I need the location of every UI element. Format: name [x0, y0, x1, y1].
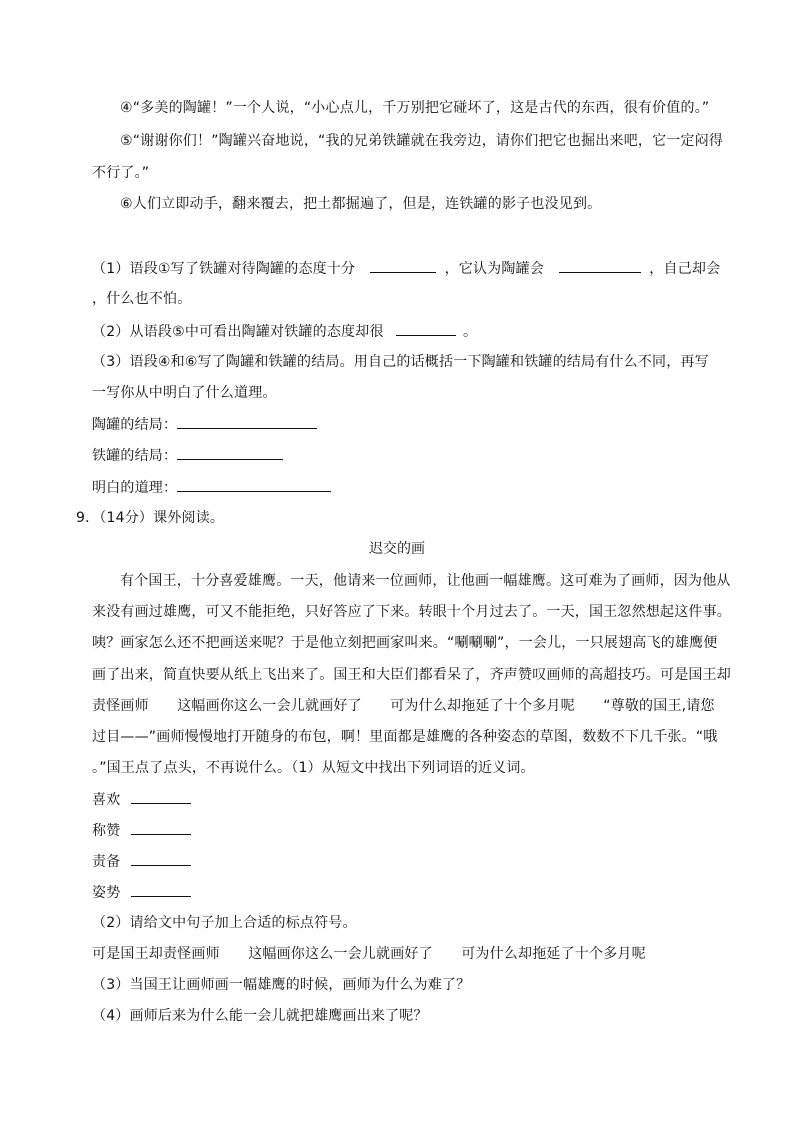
passage-line: 咦？画家怎么还不把画送来呢？于是他立刻把画家叫来。“唰唰唰”，一会儿，一只展翅高飞的雄鹰便: [92, 635, 718, 651]
q8-sub1-line1: （1）语段①写了铁罐对待陶罐的态度十分 ，它认为陶罐会 ，自己却会: [92, 258, 720, 279]
answer-blank[interactable]: [177, 445, 283, 460]
passage-paragraph-5: ⑤“谢谢你们！”陶罐兴奋地说，“我的兄弟铁罐就在我旁边，请你们把它也掘出来吧，它一定闷得: [120, 133, 724, 149]
synonym-item: 姿势: [92, 882, 191, 903]
synonym-item: 责备: [92, 851, 191, 872]
q9-sub2: （2）请给文中句子加上合适的标点符号。: [92, 915, 357, 931]
q9-sub4: （4）画师后来为什么能一会儿就把雄鹰画出来了呢？: [92, 1008, 428, 1024]
q8-sub1-line2: ，什么也不怕。: [92, 291, 192, 307]
passage-line: 有个国王，十分喜爱雄鹰。一天，他请来一位画师，让他画一幅雄鹰。这可难为了画师，因为他从: [120, 573, 731, 589]
answer-blank[interactable]: [177, 477, 331, 492]
passage-line: 画了出来，简直快要从纸上飞出来了。国王和大臣们都看呆了，齐声赞叹画师的高超技巧。可是国王却: [92, 667, 731, 683]
answer-blank[interactable]: [131, 820, 191, 835]
q9-heading: 9．（14分）课外阅读。: [76, 510, 225, 526]
q8-answer-pot-ending: 陶罐的结局：: [92, 414, 317, 435]
passage-paragraph-6: ⑥人们立即动手，翻来覆去，把土都掘遍了，但是，连铁罐的影子也没见到。: [120, 196, 602, 212]
passage-paragraph-4: ④“多美的陶罐！”一个人说，“小心点儿，千万别把它碰坏了，这是古代的东西，很有价值的。”: [120, 100, 710, 116]
passage-line: 。”国王点了点头，不再说什么。（1）从短文中找出下列词语的近义词。: [92, 760, 535, 776]
answer-blank[interactable]: [396, 321, 456, 336]
passage-line: 责怪画师 这幅画你这么一会儿就画好了 可为什么却拖延了十个多月呢 “尊敬的国王,请您: [92, 698, 715, 714]
q8-answer-lesson: 明白的道理：: [92, 477, 331, 498]
passage-title: 迟交的画: [369, 541, 425, 557]
passage-paragraph-5-cont: 不行了。”: [92, 165, 150, 181]
synonym-item: 喜欢: [92, 789, 191, 810]
answer-blank[interactable]: [131, 789, 191, 804]
passage-line: 来没有画过雄鹰，可又不能拒绝，只好答应了下来。转眼十个月过去了。一天，国王忽然想起这件事。: [92, 604, 731, 620]
answer-blank[interactable]: [559, 258, 641, 273]
q8-sub3-line1: （3）语段④和⑥写了陶罐和铁罐的结局。用自己的话概括一下陶罐和铁罐的结局有什么不同，再写: [92, 354, 709, 370]
passage-line: 过目——”画师慢慢地打开随身的布包，啊！里面都是雄鹰的各种姿态的草图，数数不下几千张。“哦: [92, 729, 718, 745]
q8-sub3-line2: 一写你从中明白了什么道理。: [92, 385, 277, 401]
answer-blank[interactable]: [131, 851, 191, 866]
answer-blank[interactable]: [370, 258, 436, 273]
q8-answer-iron-ending: 铁罐的结局：: [92, 445, 283, 466]
q9-sub2-sentence: 可是国王却责怪画师 这幅画你这么一会儿就画好了 可为什么却拖延了十个多月呢: [92, 946, 646, 962]
q8-sub2: （2）从语段⑤中可看出陶罐对铁罐的态度却很 。: [92, 321, 477, 342]
q9-sub3: （3）当国王让画师画一幅雄鹰的时候，画师为什么为难了？: [92, 977, 471, 993]
answer-blank[interactable]: [177, 414, 317, 429]
synonym-item: 称赞: [92, 820, 191, 841]
answer-blank[interactable]: [131, 882, 191, 897]
